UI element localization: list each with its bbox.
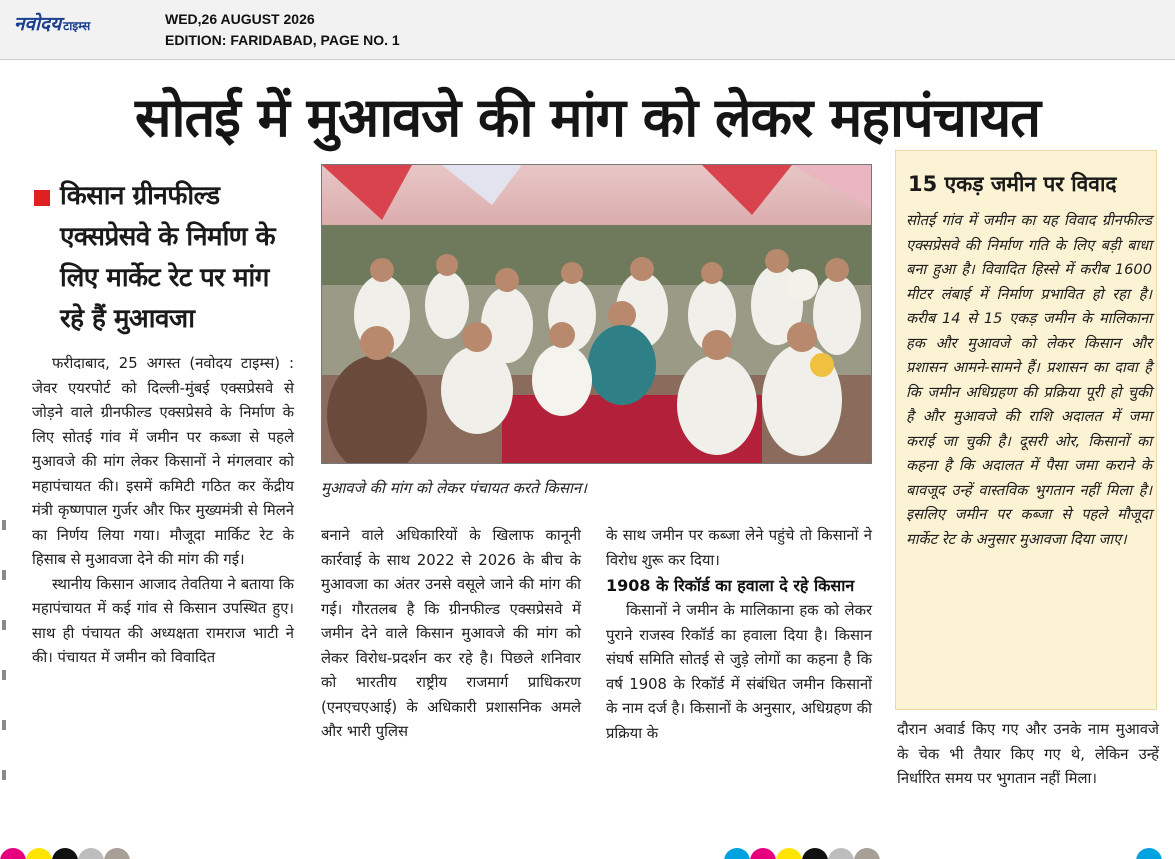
article-photo[interactable] (321, 164, 872, 464)
red-bullet-icon (34, 190, 50, 206)
logo-sub-text: टाइम्स (63, 19, 91, 33)
article-column-3 (606, 524, 872, 746)
masthead-bar (0, 0, 1175, 60)
brown-registration-dot-2 (854, 848, 880, 859)
article-column-4 (897, 718, 1159, 792)
info-box-title: 15 एकड़ जमीन पर विवाद (908, 172, 1117, 196)
article-subheadline: किसान ग्रीनफील्ड एक्सप्रेसवे के निर्माण के लिए मार्केट रेट पर मांग रहे हैं मुआवजा (60, 181, 276, 334)
edition-info (165, 9, 400, 51)
edition-line: EDITION: FARIDABAD, PAGE NO. 1 (165, 32, 400, 48)
left-edge-marks (0, 500, 10, 840)
article-headline: सोतई में मुआवजे की मांग को लेकर महापंचायत (134, 86, 1040, 149)
magenta-registration-dot-2 (750, 848, 776, 859)
magenta-registration-dot (0, 848, 26, 859)
column-1-paragraph-1: फरीदाबाद, 25 अगस्त (नवोदय टाइम्स) : जेवर एयरपोर्ट को दिल्ली-मुंबई एक्सप्रेसवे से जोड़ने वाले ग्रीनफील्ड एक्सप्रेसवे के निर्माण के लिए सोतई गांव में जमीन पर कब्जा से पहले मुआवजे की मांग लेकर किसानों ने मंगलवार को महापंचायत की। इसमें कमिटी गठित कर केंद्रीय मंत्री कृष्णपाल गुर्जर और फिर मुख्यमंत्री से मिलने का निर्णय लिया गया। मौजूदा मार्किट रेट के हिसाब से मुआवजा देने की मांग की गई। (32, 355, 294, 568)
newspaper-logo[interactable] (14, 10, 90, 36)
article-column-1 (32, 352, 294, 671)
date-line: WED,26 AUGUST 2026 (165, 11, 315, 27)
yellow-registration-dot (26, 848, 52, 859)
logo-main-text: नवोदय (14, 13, 62, 35)
column-3-subheading: 1908 के रिकॉर्ड का हवाला दे रहे किसान (606, 576, 855, 595)
column-3-paragraph-1: के साथ जमीन पर कब्जा लेने पहुंचे तो किसानों ने विरोध शुरू कर दिया। (606, 527, 872, 569)
column-3-paragraph-2: किसानों ने जमीन के मालिकाना हक को लेकर पुराने राजस्व रिकॉर्ड का हवाला दिया है। किसान संघर्ष समिति सोतई से जुड़े लोगों का कहना है कि वर्ष 1908 के रिकॉर्ड में संबंधित जमीन किसानों के नाम दर्ज है। किसानों के अनुसार, अधिग्रहण की प्रक्रिया के (606, 602, 872, 742)
column-2-paragraph-1: बनाने वाले अधिकारियों के खिलाफ कानूनी कार्रवाई के साथ 2022 से 2026 के बीच के मुआवजा का अंतर उनसे वसूले जाने की मांग की गई। गौरतलब है कि ग्रीनफील्ड एक्सप्रेसवे में जमीन देने वाले किसान मुआवजे की मांग को लेकर विरोध-प्रदर्शन कर रहे है। पिछले शनिवार को भारतीय राष्ट्रीय राजमार्ग प्राधिकरण (एनएचएआई) के अधिकारी प्रशासनिक अमले और भारी पुलिस (321, 527, 581, 740)
info-box-text: सोतई गांव में जमीन का यह विवाद ग्रीनफील्ड एक्सप्रेसवे की निर्माण गति के लिए बड़ी बाधा बना हुआ है। विवादित हिस्से में करीब 1600 मीटर लंबाई में निर्माण प्रभावित हो रहा है। करीब 14 से 15 एकड़ जमीन के मालिकाना हक और मुआवजे को लेकर किसान और प्रशासन आमने-सामने हैं। प्रशासन का दावा है कि जमीन अधिग्रहण की प्रक्रिया पूरी हो चुकी है और मुआवजे की राशि अदालत में जमा कराई जा चुकी है। दूसरी ओर, किसानों का कहना है कि अदालत में पैसा जमा कराने के बावजूद उन्हें वास्तविक भुगतान नहीं मिला है। इसलिए जमीन पर कब्जा से पहले मौजूदा मार्केट रेट के अनुसार मुआवजा दिया जाए। (906, 212, 1152, 548)
print-registration-marks (0, 845, 1175, 859)
cyan-registration-dot (724, 848, 750, 859)
cyan-registration-dot-2 (1136, 848, 1162, 859)
column-4-paragraph-1: दौरान अवार्ड किए गए और उनके नाम मुआवजे के चेक भी तैयार किए गए थे, लेकिन उन्हें निर्धारित समय पर भुगतान नहीं मिला। (897, 721, 1159, 787)
column-1-paragraph-2: स्थानीय किसान आजाद तेवतिया ने बताया कि महापंचायत में कई गांव से किसान उपस्थित हुए। साथ ही पंचायत की अध्यक्षता रामराज भाटी ने की। पंचायत में जमीन को विवादित (32, 575, 294, 666)
gray-registration-dot-2 (828, 848, 854, 859)
yellow-registration-dot-2 (776, 848, 802, 859)
black-registration-dot (52, 848, 78, 859)
article-column-2 (321, 524, 581, 745)
subheadline-block (32, 176, 294, 340)
info-box (895, 150, 1157, 710)
photo-caption: मुआवजे की मांग को लेकर पंचायत करते किसान। (321, 479, 587, 497)
brown-registration-dot (104, 848, 130, 859)
gray-registration-dot (78, 848, 104, 859)
farmers-gathering-photo (322, 165, 872, 464)
black-registration-dot-2 (802, 848, 828, 859)
